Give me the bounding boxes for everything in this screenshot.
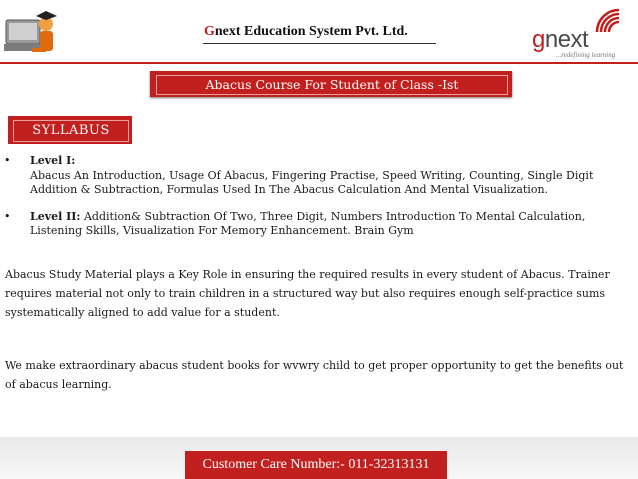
graduate-computer-logo-icon <box>2 2 64 58</box>
student-books-paragraph: We make extraordinary abacus student books for wvwry child to get proper opportunity to get the benefits out of abacus learning. <box>5 359 624 391</box>
level-label: Level I: <box>30 154 76 167</box>
level-text: Addition& Subtraction Of Two, Three Digit, Numbers Introduction To Mental Calculation, Listening Skills, Visualization For Memory Enhancement. Brain Gym <box>30 209 586 237</box>
bullet: • <box>4 154 11 167</box>
level-label: Level II: <box>30 209 81 223</box>
brand-tagline: ...redefining learning <box>556 51 616 59</box>
company-underline <box>203 43 436 44</box>
study-material-paragraph: Abacus Study Material plays a Key Role in ensuring the required results in every student of Abacus. Trainer requires material not only to train children in a structured way but also requires enough self-practice sums systematically aligned to add value for a student. <box>5 268 610 319</box>
customer-care-number: Customer Care Number:- 011-32313131 <box>185 451 447 479</box>
bullet: • <box>4 209 11 223</box>
brand-logo: gnext <box>532 26 589 53</box>
syllabus-list <box>4 154 634 251</box>
level-text: Abacus An Introduction, Usage Of Abacus, Fingering Practise, Speed Writing, Counting, Single Digit Addition & Subtraction, Formulas Used In The Abacus Calculation And Mental Visualization. <box>30 168 594 196</box>
header <box>0 0 638 64</box>
syllabus-label: SYLLABUS <box>13 120 129 142</box>
page-title: Abacus Course For Student of Class -Ist <box>156 75 508 95</box>
list-item-level-2 <box>4 210 634 239</box>
list-item-level-1 <box>4 154 634 198</box>
company-name: Gnext Education System Pvt. Ltd. <box>204 24 408 39</box>
